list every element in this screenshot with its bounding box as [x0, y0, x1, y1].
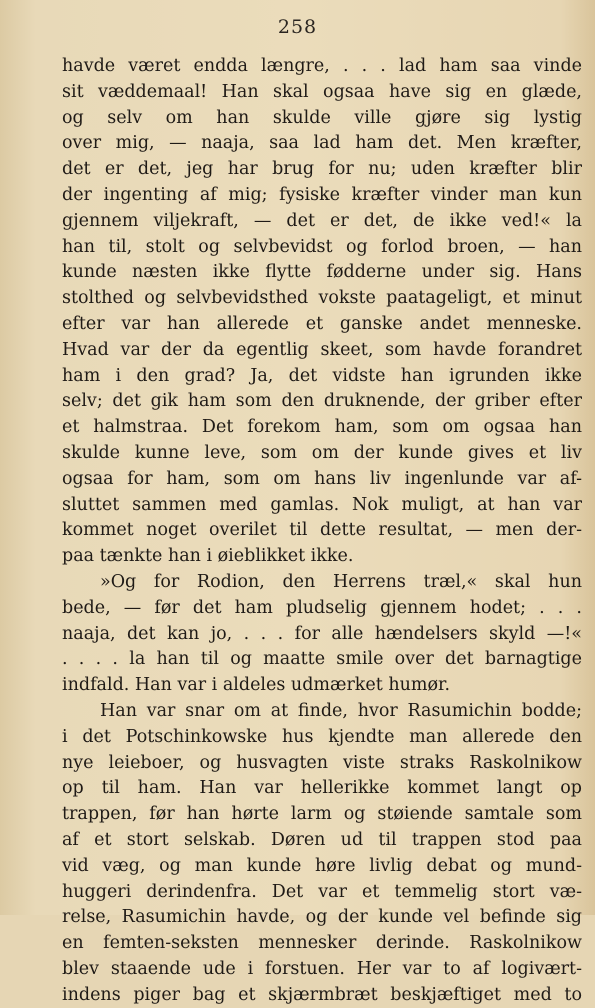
text-line: skulde kunne leve, som om der kunde gives et liv — [62, 442, 582, 463]
text-line: kommet noget overilet til dette resultat, — men der- — [62, 520, 582, 541]
text-line: der ingenting af mig; fysiske kræfter vinder man kun — [62, 184, 582, 205]
text-line: over mig, — naaja, saa lad ham det. Men kræfter, — [62, 133, 582, 154]
text-line: sluttet sammen med gamlas. Nok muligt, at han var — [62, 494, 582, 515]
text-line: og selv om han skulde ville gjøre sig lystig — [62, 107, 582, 128]
text-line: af et stort selskab. Døren ud til trappen stod paa — [62, 829, 582, 850]
text-line: efter var han allerede et ganske andet menneske. — [62, 313, 582, 334]
text-line: nye leieboer, og husvagten viste straks Raskolnikow — [62, 752, 582, 773]
text-line: selv; det gik ham som den druknende, der griber efter — [62, 391, 582, 412]
text-line: indfald. Han var i aldeles udmærket humør. — [62, 675, 451, 696]
page-number: 258 — [277, 16, 318, 38]
text-line: naaja, det kan jo, . . . for alle hændelsers skyld —!« — [62, 623, 582, 644]
text-line: en femten-seksten mennesker derinde. Raskolnikow — [62, 933, 582, 954]
text-line: op til ham. Han var hellerikke kommet langt op — [62, 778, 582, 799]
text-line: i det Potschinkowske hus kjendte man allerede den — [62, 726, 582, 747]
text-line: vid væg, og man kunde høre livlig debat og mund- — [62, 855, 582, 876]
text-line: sit væddemaal! Han skal ogsaa have sig en glæde, — [62, 81, 582, 102]
text-line: blev staaende ude i forstuen. Her var to af logivært- — [62, 958, 582, 979]
text-line: ogsaa for ham, som om hans liv ingenlunde var af- — [62, 468, 582, 489]
text-line: det er det, jeg har brug for nu; uden kræfter blir — [62, 159, 582, 180]
text-line: stolthed og selvbevidsthed vokste paatageligt, et minut — [62, 288, 582, 309]
text-line: »Og for Rodion, den Herrens træl,« skal hun — [100, 571, 582, 592]
text-line: huggeri derindenfra. Det var et temmelig stort væ- — [62, 881, 582, 902]
body-text — [62, 54, 582, 1008]
text-line: Han var snar om at finde, hvor Rasumichin bodde; — [100, 700, 582, 721]
text-line: gjennem viljekraft, — det er det, de ikke ved!« la — [62, 210, 582, 231]
text-line: Hvad var der da egentlig skeet, som havde forandret — [62, 339, 582, 360]
text-line: . . . . la han til og maatte smile over det barnagtige — [62, 649, 582, 670]
text-line: kunde næsten ikke flytte fødderne under sig. Hans — [62, 262, 582, 283]
text-line: trappen, før han hørte larm og støiende samtale som — [62, 804, 582, 825]
text-line: et halmstraa. Det forekom ham, som om ogsaa han — [62, 417, 582, 438]
text-line: han til, stolt og selvbevidst og forlod broen, — han — [62, 236, 582, 257]
text-line: ham i den grad? Ja, det vidste han igrunden ikke — [62, 365, 582, 386]
text-line: bede, — før det ham pludselig gjennem hodet; . . . — [62, 597, 582, 618]
text-line: relse, Rasumichin havde, og der kunde vel befinde sig — [62, 907, 582, 928]
text-line: indens piger bag et skjærmbræt beskjæftiget med to — [62, 984, 582, 1005]
text-line: paa tænkte han i øieblikket ikke. — [62, 546, 354, 567]
text-line: havde været endda længre, . . . lad ham saa vinde — [62, 56, 582, 76]
